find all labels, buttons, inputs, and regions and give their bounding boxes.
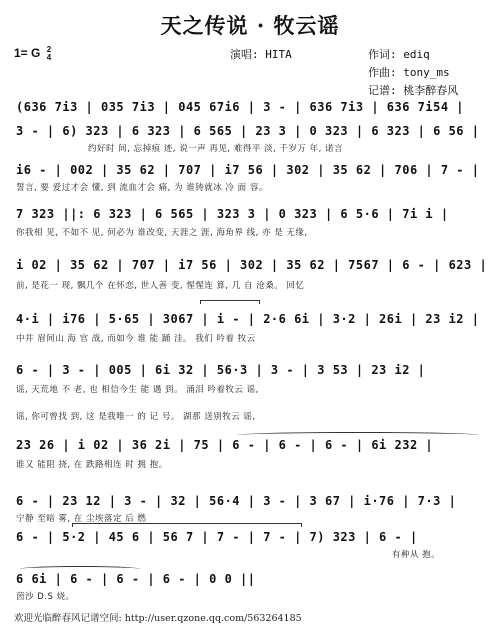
tie-arc [238,432,478,438]
lyricist-credit: 作词: ediq [368,48,430,61]
score-row-lyrics: 谣, 你可曾找 到, 这 是我唯一 的 记 号。 湖那 送别牧云 谣, [16,412,256,422]
score-row-lyrics: 誓言, 要 爱过才会 懂, 到 流血才会 痛, 为 谁铸就冰 冷 面 容。 [16,183,268,193]
score-row-lyrics: 前, 是花一 现, 飘几个 在怀恋, 世人善 变, 惺惺连 算, 几 自 沧桑。 回忆 [16,281,305,291]
score-row-lyrics: 谁又 能阻 挠, 在 跌路相连 时 拥 抱。 [16,460,168,470]
score-row-notes: i6 - | 002 | 35 62 | 707 | i7 56 | 302 | 35 62 | 706 | 7 - | [16,163,480,177]
key-label: 1= G [14,46,41,61]
key-signature [14,46,51,62]
score-row-notes: 6 - | 3 - | 005 | 6i 32 | 56·3 | 3 - | 3 53 | 23 i2 | [16,363,426,377]
singer-credit: 演唱: HITA [230,48,292,61]
score-row-notes: (636 7i3 | 035 7i3 | 045 67i6 | 3 - | 636 7i3 | 636 7i54 | [16,100,465,114]
score-row-notes: 6 6i | 6 - | 6 - | 6 - | 0 0 || [16,572,256,586]
composer-credit: 作曲: tony_ms [368,66,450,79]
tie-arc [20,566,140,572]
score-row-lyrics: 你我相 见, 不如不 见, 何必为 谁改变, 天涯之 涯, 海角界 线, 亦 是 无缘, [16,228,308,238]
score-row-lyrics: 茵沙 D.S 烧。 [16,592,75,602]
time-signature-top: 2 [46,45,52,54]
score-row-notes: i 02 | 35 62 | 707 | i7 56 | 302 | 35 62 | 7567 | 6 - | 623 | [16,258,488,272]
triplet-bracket [72,523,302,527]
score-row-notes: 6 - | 23 12 | 3 - | 32 | 56·4 | 3 - | 3 67 | i·76 | 7·3 | [16,494,457,508]
time-signature-bottom: 4 [46,53,52,62]
score-row-notes: 7 323 ||: 6 323 | 6 565 | 323 3 | 0 323 | 6 5·6 | 7i i | [16,207,449,221]
score-row-notes: 6 - | 5·2 | 45 6 | 56 7 | 7 - | 7 - | 7) 323 | 6 - | [16,530,418,544]
score-row-lyrics: 谣, 天荒地 不 老, 也 相信今生 能 遇 到。 涌泪 吟着牧云 谣, [16,385,259,395]
footer-link[interactable]: 欢迎光临醉春风记谱空间: http://user.qzone.qq.com/563264185 [14,613,302,624]
score-row-lyrics: 中井 眉间山 海 官 战, 而如今 谁 能 踊 洼。 我们 吟着 牧云 [16,334,256,344]
song-title: 天之传说 · 牧云谣 [160,13,340,38]
score-row-notes: 3 - | 6) 323 | 6 323 | 6 565 | 23 3 | 0 323 | 6 323 | 6 56 | [16,124,480,138]
score-row-notes: 23 26 | i 02 | 36 2i | 75 | 6 - | 6 - | 6 - | 6i 232 | [16,438,434,452]
triplet-bracket [200,300,260,304]
time-signature [47,46,51,62]
transcriber-credit: 记谱: 桃李醉春风 [368,84,459,97]
score-row-notes: 4·i | i76 | 5·65 | 3067 | i - | 2·6 6i | 3·2 | 26i | 23 i2 | [16,312,480,326]
score-row-lyrics: 宁静 至暗 雾, 在 尘埃落定 后 燃 [16,514,147,524]
score-row-lyrics: 有种从 抱。 [392,550,441,560]
score-row-lyrics: 约好时 间, 忘掉痕 迹, 说一声 再见, 难得平 淡, 千岁万 年, 诺言 [88,144,344,154]
